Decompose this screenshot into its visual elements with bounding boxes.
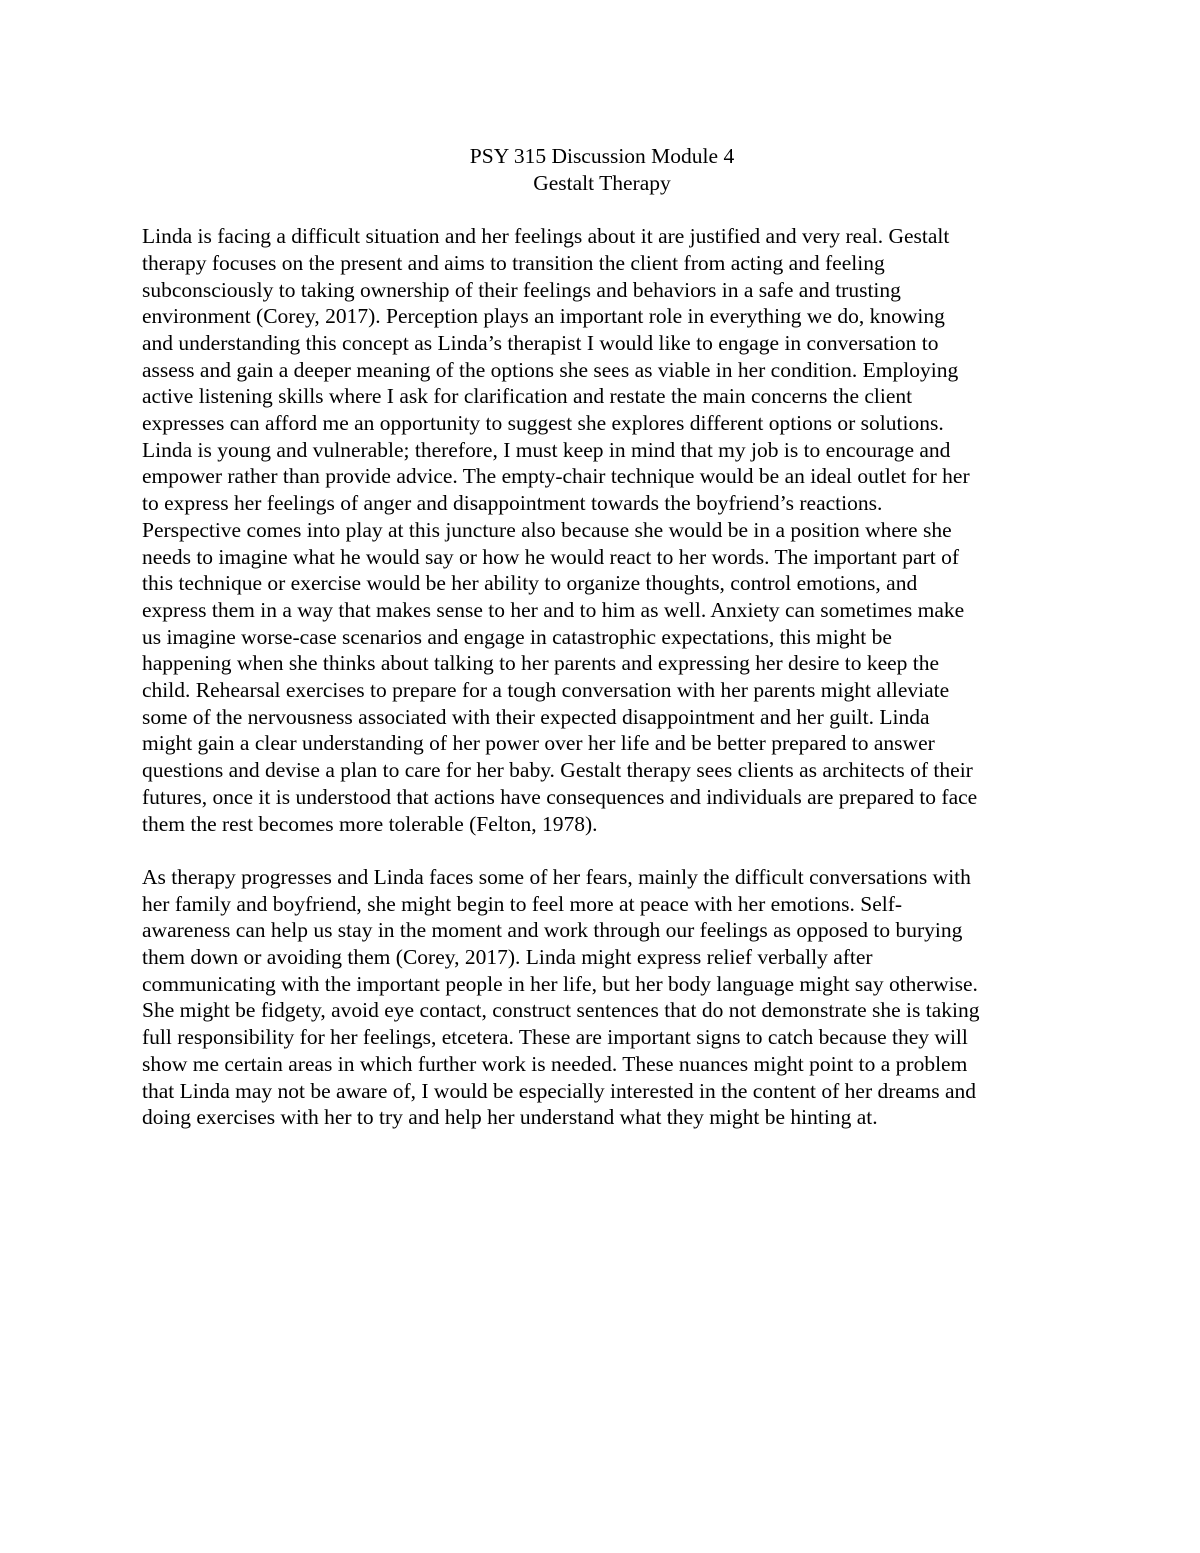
text-line: active listening skills where I ask for clarification and restate the main concerns the client: [142, 384, 913, 409]
text-line: expresses can afford me an opportunity to suggest she explores different options or solutions.: [142, 411, 944, 436]
text-line: questions and devise a plan to care for her baby. Gestalt therapy sees clients as architects of their: [142, 758, 973, 783]
document-title: PSY 315 Discussion Module 4: [469, 144, 735, 168]
text-line: She might be fidgety, avoid eye contact, construct sentences that do not demonstrate she is taking: [142, 998, 980, 1023]
body-paragraph: [142, 223, 1062, 837]
text-line: doing exercises with her to try and help her understand what they might be hinting at.: [142, 1105, 878, 1130]
text-line: Linda is young and vulnerable; therefore, I must keep in mind that my job is to encourage and: [142, 437, 951, 462]
text-line: full responsibility for her feelings, etcetera. These are important signs to catch because they will: [142, 1025, 968, 1050]
text-line: futures, once it is understood that actions have consequences and individuals are prepared to face: [142, 784, 978, 809]
text-line: environment (Corey, 2017). Perception plays an important role in everything we do, knowing: [142, 304, 945, 329]
text-line: therapy focuses on the present and aims to transition the client from acting and feeling: [142, 250, 885, 275]
document-body: [142, 143, 1062, 1131]
text-line: her family and boyfriend, she might begin to feel more at peace with her emotions. Self-: [142, 891, 903, 916]
text-line: and understanding this concept as Linda’s therapist I would like to engage in conversation to: [142, 330, 939, 355]
text-line: express them in a way that makes sense to her and to him as well. Anxiety can sometimes make: [142, 597, 965, 622]
text-line: some of the nervousness associated with their expected disappointment and her guilt. Linda: [142, 704, 930, 729]
body-paragraph: [142, 864, 1062, 1131]
text-line: subconsciously to taking ownership of their feelings and behaviors in a safe and trusting: [142, 277, 901, 302]
text-line: might gain a clear understanding of her power over her life and be better prepared to answer: [142, 731, 935, 756]
text-line: As therapy progresses and Linda faces some of her fears, mainly the difficult conversations with: [142, 864, 971, 889]
text-line: show me certain areas in which further work is needed. These nuances might point to a problem: [142, 1051, 968, 1076]
text-line: that Linda may not be aware of, I would be especially interested in the content of her dreams and: [142, 1078, 977, 1103]
text-line: communicating with the important people in her life, but her body language might say otherwise.: [142, 971, 978, 996]
text-line: Linda is facing a difficult situation and her feelings about it are justified and very real. Gestalt: [142, 224, 950, 249]
document-subtitle: Gestalt Therapy: [533, 170, 671, 195]
text-line: needs to imagine what he would say or how he would react to her words. The important part of: [142, 544, 959, 569]
text-line: assess and gain a deeper meaning of the options she sees as viable in her condition. Employing: [142, 357, 959, 382]
text-line: us imagine worse-case scenarios and engage in catastrophic expectations, this might be: [142, 624, 892, 649]
paragraphs-container: [142, 223, 1062, 1131]
text-line: them the rest becomes more tolerable (Felton, 1978).: [142, 811, 598, 836]
text-line: empower rather than provide advice. The empty-chair technique would be an ideal outlet for her: [142, 464, 970, 489]
text-line: awareness can help us stay in the moment and work through our feelings as opposed to burying: [142, 918, 963, 943]
text-line: child. Rehearsal exercises to prepare for a tough conversation with her parents might alleviate: [142, 678, 950, 703]
text-line: to express her feelings of anger and disappointment towards the boyfriend’s reactions.: [142, 491, 883, 516]
text-line: Perspective comes into play at this juncture also because she would be in a position where she: [142, 517, 952, 542]
text-line: them down or avoiding them (Corey, 2017). Linda might express relief verbally after: [142, 945, 873, 970]
text-line: this technique or exercise would be her ability to organize thoughts, control emotions, and: [142, 571, 918, 596]
text-line: happening when she thinks about talking to her parents and expressing her desire to keep the: [142, 651, 940, 676]
